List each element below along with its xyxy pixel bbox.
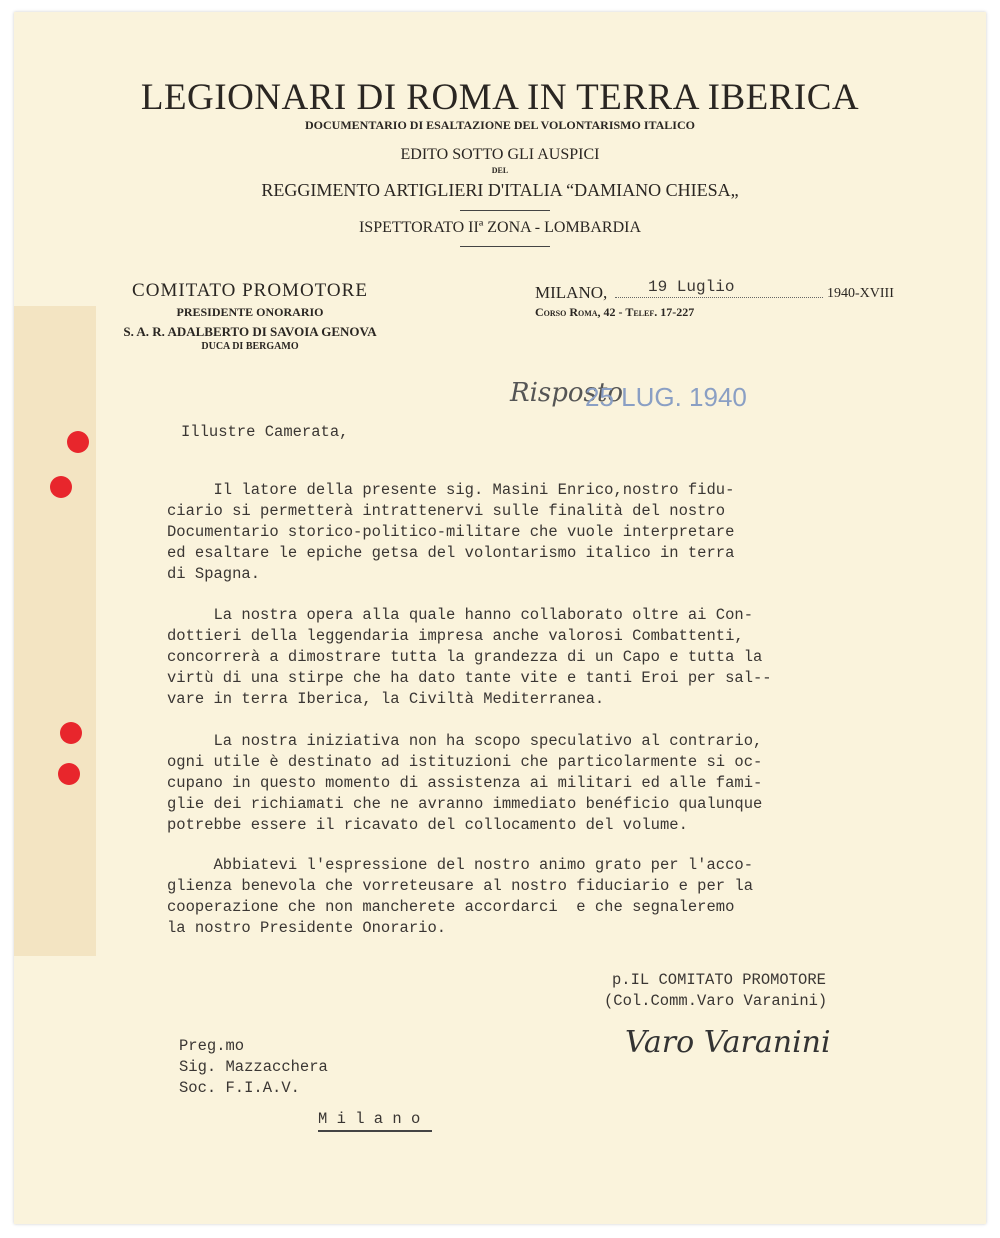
divider [460,246,550,247]
letterhead-subtitle: DOCUMENTARIO DI ESALTAZIONE DEL VOLONTARISMO ITALICO [305,118,695,132]
letterhead-regiment: REGGIMENTO ARTIGLIERI D'ITALIA “DAMIANO CHIESA„ [261,180,739,200]
recipient-2: Sig. Mazzacchera [179,1058,328,1076]
dateline-city: MILANO, [535,283,608,302]
signature-line-2: (Col.Comm.Varo Varanini) [604,992,828,1010]
dateline-address: Corso Roma, 42 - Telef. 17-227 [535,305,695,319]
recipient-1: Preg.mo [179,1037,245,1055]
recipient-3: Soc. F.I.A.V. [179,1079,300,1097]
dateline-year: 1940-XVIII [827,286,894,301]
recipient-city: M i l a n o [318,1109,432,1132]
red-dot [58,763,80,785]
letterhead-edito: EDITO SOTTO GLI AUSPICI [400,146,600,163]
letterhead-del: DEL [491,166,509,175]
committee-name: COMITATO PROMOTORE [132,280,368,301]
paragraph-4: Abbiatevi l'espressione del nostro animo grato per l'acco- glienza benevola che vorreteusare al nostro fiduciario e per la cooperazione che non mancherete accordarci e che segnaleremo la nostro Presidente Onorario. [167,856,753,937]
received-stamp: 25 LUG. 1940 [585,382,747,412]
red-dot [50,476,72,498]
red-dot [67,431,89,453]
committee-title: DUCA DI BERGAMO [201,341,299,352]
letterhead-title: LEGIONARI DI ROMA IN TERRA IBERICA [140,77,860,118]
red-dot [60,722,82,744]
tape-strip [14,306,96,956]
committee-role: PRESIDENTE ONORARIO [176,305,324,319]
paragraph-1: Il latore della presente sig. Masini Enrico,nostro fidu- ciario si permetterà intrattenervi sulle finalità del nostro Documentario storico-politico-militare che vuole interpretare ed esaltare le epiche getsa del volontarismo italico in terra di Spagna. [167,481,735,583]
signature-line-1: p.IL COMITATO PROMOTORE [612,971,826,989]
handwritten-signature: Varo Varanini [625,1025,831,1060]
committee-president: S. A. R. ADALBERTO DI SAVOIA GENOVA [123,324,377,339]
dateline-date: 19 Luglio [648,278,735,296]
handwritten-note: Risposto [510,378,623,408]
divider [460,210,550,211]
salutation: Illustre Camerata, [181,423,349,441]
letterhead-zone: ISPETTORATO IIª ZONA - LOMBARDIA [358,219,642,236]
paragraph-3: La nostra iniziativa non ha scopo speculativo al contrario, ogni utile è destinato ad istituzioni che particolarmente si oc- cupano in questo momento di assistenza ai militari ed alle fami- glie dei richiamati che ne avranno immediato benéficio qualunque potrebbe essere il ricavato del collocamento del volume. [167,732,763,834]
paragraph-2: La nostra opera alla quale hanno collaborato oltre ai Con- dottieri della leggendaria impresa anche valorosi Combattenti, concorrerà a dimostrare tutta la grandezza di un Capo e tutta la virtù di una stirpe che ha dato tante vite e tanti Eroi per sal-- vare in terra Iberica, la Civiltà Mediterranea. [167,606,772,708]
